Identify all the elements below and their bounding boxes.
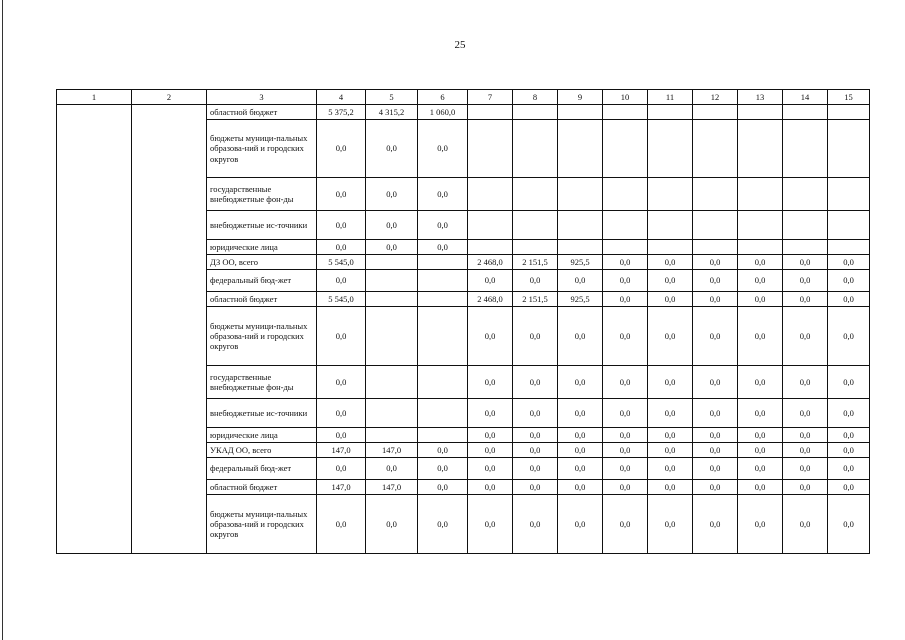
table-row bbox=[57, 105, 870, 120]
value-cell: 2 468,0 bbox=[468, 292, 513, 307]
column-number-4: 4 bbox=[317, 90, 366, 105]
value-cell bbox=[468, 105, 513, 120]
value-cell: 0,0 bbox=[648, 255, 693, 270]
value-cell: 0,0 bbox=[513, 270, 558, 292]
value-cell bbox=[468, 178, 513, 211]
value-cell: 2 151,5 bbox=[513, 292, 558, 307]
value-cell: 0,0 bbox=[783, 255, 828, 270]
value-cell bbox=[418, 270, 468, 292]
value-cell: 0,0 bbox=[783, 443, 828, 458]
value-cell bbox=[513, 240, 558, 255]
column-number-10: 10 bbox=[603, 90, 648, 105]
value-cell: 0,0 bbox=[783, 270, 828, 292]
funding-source-cell: государственные внебюджетные фон-ды bbox=[207, 366, 317, 399]
value-cell: 0,0 bbox=[828, 366, 870, 399]
value-cell: 0,0 bbox=[693, 458, 738, 480]
value-cell bbox=[603, 105, 648, 120]
funding-source-cell: областной бюджет bbox=[207, 480, 317, 495]
value-cell bbox=[693, 178, 738, 211]
value-cell: 0,0 bbox=[738, 399, 783, 428]
value-cell: 0,0 bbox=[603, 443, 648, 458]
funding-source-cell: внебюджетные ис-точники bbox=[207, 211, 317, 240]
value-cell: 0,0 bbox=[783, 399, 828, 428]
value-cell bbox=[513, 105, 558, 120]
value-cell: 0,0 bbox=[558, 307, 603, 366]
value-cell: 0,0 bbox=[828, 270, 870, 292]
value-cell: 0,0 bbox=[648, 399, 693, 428]
value-cell bbox=[738, 105, 783, 120]
value-cell bbox=[418, 399, 468, 428]
column-number-12: 12 bbox=[693, 90, 738, 105]
value-cell bbox=[468, 120, 513, 178]
value-cell bbox=[783, 240, 828, 255]
value-cell: 0,0 bbox=[366, 458, 418, 480]
column-number-9: 9 bbox=[558, 90, 603, 105]
funding-source-cell: федеральный бюд-жет bbox=[207, 458, 317, 480]
value-cell: 0,0 bbox=[468, 495, 513, 554]
value-cell: 5 545,0 bbox=[317, 255, 366, 270]
value-cell: 0,0 bbox=[366, 178, 418, 211]
value-cell bbox=[783, 178, 828, 211]
funding-source-cell: федеральный бюд-жет bbox=[207, 270, 317, 292]
funding-source-cell: областной бюджет bbox=[207, 292, 317, 307]
value-cell: 0,0 bbox=[783, 495, 828, 554]
value-cell: 0,0 bbox=[513, 428, 558, 443]
value-cell: 0,0 bbox=[558, 399, 603, 428]
value-cell: 0,0 bbox=[418, 480, 468, 495]
value-cell: 0,0 bbox=[648, 458, 693, 480]
value-cell: 0,0 bbox=[513, 366, 558, 399]
column-number-3: 3 bbox=[207, 90, 317, 105]
value-cell bbox=[558, 120, 603, 178]
value-cell: 0,0 bbox=[783, 428, 828, 443]
value-cell bbox=[558, 211, 603, 240]
column-number-2: 2 bbox=[132, 90, 207, 105]
value-cell bbox=[648, 105, 693, 120]
value-cell: 0,0 bbox=[603, 399, 648, 428]
value-cell: 0,0 bbox=[317, 366, 366, 399]
value-cell: 0,0 bbox=[738, 255, 783, 270]
value-cell: 0,0 bbox=[828, 443, 870, 458]
column-number-11: 11 bbox=[648, 90, 693, 105]
funding-source-cell: юридические лица bbox=[207, 240, 317, 255]
value-cell: 0,0 bbox=[366, 211, 418, 240]
value-cell: 0,0 bbox=[317, 240, 366, 255]
value-cell: 0,0 bbox=[783, 307, 828, 366]
value-cell bbox=[603, 211, 648, 240]
value-cell: 0,0 bbox=[513, 443, 558, 458]
value-cell: 0,0 bbox=[317, 120, 366, 178]
value-cell bbox=[418, 366, 468, 399]
value-cell bbox=[558, 178, 603, 211]
value-cell: 0,0 bbox=[513, 480, 558, 495]
value-cell: 0,0 bbox=[738, 307, 783, 366]
value-cell bbox=[738, 120, 783, 178]
value-cell: 0,0 bbox=[603, 495, 648, 554]
value-cell bbox=[783, 211, 828, 240]
value-cell bbox=[828, 211, 870, 240]
value-cell: 0,0 bbox=[828, 428, 870, 443]
value-cell: 0,0 bbox=[468, 366, 513, 399]
value-cell bbox=[366, 428, 418, 443]
funding-source-cell: УКАД ОО, всего bbox=[207, 443, 317, 458]
value-cell: 0,0 bbox=[783, 292, 828, 307]
value-cell bbox=[603, 240, 648, 255]
value-cell bbox=[693, 120, 738, 178]
value-cell: 147,0 bbox=[366, 443, 418, 458]
value-cell: 0,0 bbox=[693, 399, 738, 428]
value-cell: 0,0 bbox=[513, 399, 558, 428]
value-cell: 0,0 bbox=[418, 120, 468, 178]
value-cell bbox=[513, 178, 558, 211]
value-cell bbox=[783, 120, 828, 178]
value-cell: 0,0 bbox=[738, 428, 783, 443]
value-cell bbox=[648, 240, 693, 255]
value-cell: 0,0 bbox=[418, 495, 468, 554]
value-cell: 2 151,5 bbox=[513, 255, 558, 270]
value-cell: 0,0 bbox=[693, 495, 738, 554]
value-cell: 0,0 bbox=[513, 495, 558, 554]
value-cell: 0,0 bbox=[603, 307, 648, 366]
value-cell: 0,0 bbox=[366, 495, 418, 554]
value-cell: 0,0 bbox=[317, 178, 366, 211]
value-cell bbox=[418, 292, 468, 307]
value-cell bbox=[603, 178, 648, 211]
value-cell: 0,0 bbox=[558, 480, 603, 495]
value-cell: 0,0 bbox=[783, 366, 828, 399]
value-cell bbox=[366, 270, 418, 292]
value-cell bbox=[738, 211, 783, 240]
value-cell: 0,0 bbox=[693, 292, 738, 307]
column-1-empty-cell bbox=[57, 105, 132, 554]
value-cell bbox=[366, 307, 418, 366]
budget-table bbox=[56, 89, 870, 554]
value-cell: 0,0 bbox=[693, 255, 738, 270]
funding-source-cell: юридические лица bbox=[207, 428, 317, 443]
column-number-15: 15 bbox=[828, 90, 870, 105]
value-cell bbox=[738, 240, 783, 255]
value-cell: 0,0 bbox=[418, 211, 468, 240]
value-cell: 0,0 bbox=[828, 480, 870, 495]
value-cell bbox=[513, 211, 558, 240]
value-cell: 0,0 bbox=[603, 366, 648, 399]
column-number-7: 7 bbox=[468, 90, 513, 105]
value-cell: 0,0 bbox=[738, 366, 783, 399]
value-cell bbox=[468, 211, 513, 240]
value-cell: 0,0 bbox=[648, 480, 693, 495]
value-cell: 147,0 bbox=[317, 443, 366, 458]
column-number-13: 13 bbox=[738, 90, 783, 105]
funding-source-cell: внебюджетные ис-точники bbox=[207, 399, 317, 428]
value-cell: 0,0 bbox=[693, 307, 738, 366]
value-cell: 0,0 bbox=[693, 366, 738, 399]
value-cell: 0,0 bbox=[317, 495, 366, 554]
value-cell: 925,5 bbox=[558, 292, 603, 307]
table-body bbox=[57, 105, 870, 554]
value-cell bbox=[648, 120, 693, 178]
value-cell: 0,0 bbox=[738, 443, 783, 458]
column-number-6: 6 bbox=[418, 90, 468, 105]
column-number-5: 5 bbox=[366, 90, 418, 105]
value-cell bbox=[558, 240, 603, 255]
value-cell: 0,0 bbox=[603, 480, 648, 495]
value-cell: 0,0 bbox=[468, 399, 513, 428]
value-cell: 0,0 bbox=[468, 428, 513, 443]
value-cell: 0,0 bbox=[603, 292, 648, 307]
value-cell: 0,0 bbox=[828, 495, 870, 554]
value-cell: 0,0 bbox=[738, 480, 783, 495]
value-cell: 0,0 bbox=[558, 458, 603, 480]
value-cell: 5 545,0 bbox=[317, 292, 366, 307]
column-number-row bbox=[57, 90, 870, 105]
value-cell bbox=[648, 211, 693, 240]
value-cell bbox=[366, 366, 418, 399]
value-cell: 147,0 bbox=[366, 480, 418, 495]
value-cell bbox=[693, 240, 738, 255]
value-cell bbox=[558, 105, 603, 120]
value-cell bbox=[366, 255, 418, 270]
funding-source-cell: ДЗ ОО, всего bbox=[207, 255, 317, 270]
value-cell: 0,0 bbox=[558, 428, 603, 443]
value-cell bbox=[828, 120, 870, 178]
value-cell: 0,0 bbox=[558, 366, 603, 399]
value-cell: 0,0 bbox=[558, 495, 603, 554]
page-left-edge-line bbox=[2, 0, 3, 640]
value-cell: 0,0 bbox=[366, 240, 418, 255]
value-cell bbox=[418, 307, 468, 366]
value-cell: 0,0 bbox=[783, 480, 828, 495]
value-cell bbox=[418, 255, 468, 270]
value-cell bbox=[828, 240, 870, 255]
value-cell: 0,0 bbox=[828, 458, 870, 480]
value-cell: 0,0 bbox=[828, 307, 870, 366]
value-cell: 0,0 bbox=[828, 399, 870, 428]
value-cell bbox=[366, 292, 418, 307]
value-cell bbox=[648, 178, 693, 211]
value-cell: 0,0 bbox=[468, 307, 513, 366]
funding-source-cell: областной бюджет bbox=[207, 105, 317, 120]
value-cell: 925,5 bbox=[558, 255, 603, 270]
value-cell: 0,0 bbox=[828, 292, 870, 307]
value-cell: 147,0 bbox=[317, 480, 366, 495]
value-cell: 0,0 bbox=[513, 307, 558, 366]
value-cell bbox=[738, 178, 783, 211]
value-cell: 0,0 bbox=[603, 458, 648, 480]
column-number-8: 8 bbox=[513, 90, 558, 105]
value-cell: 0,0 bbox=[693, 443, 738, 458]
value-cell bbox=[366, 399, 418, 428]
funding-source-cell: бюджеты муници-пальных образова-ний и городских округов bbox=[207, 495, 317, 554]
value-cell: 0,0 bbox=[828, 255, 870, 270]
value-cell: 0,0 bbox=[738, 495, 783, 554]
value-cell: 0,0 bbox=[783, 458, 828, 480]
column-number-14: 14 bbox=[783, 90, 828, 105]
value-cell: 0,0 bbox=[317, 399, 366, 428]
value-cell: 0,0 bbox=[738, 270, 783, 292]
value-cell: 0,0 bbox=[648, 366, 693, 399]
value-cell bbox=[828, 178, 870, 211]
value-cell bbox=[828, 105, 870, 120]
value-cell bbox=[783, 105, 828, 120]
value-cell: 4 315,2 bbox=[366, 105, 418, 120]
value-cell: 0,0 bbox=[738, 458, 783, 480]
value-cell bbox=[468, 240, 513, 255]
value-cell: 0,0 bbox=[648, 495, 693, 554]
value-cell: 0,0 bbox=[317, 211, 366, 240]
value-cell: 0,0 bbox=[603, 255, 648, 270]
value-cell: 0,0 bbox=[317, 458, 366, 480]
value-cell: 1 060,0 bbox=[418, 105, 468, 120]
value-cell: 0,0 bbox=[418, 178, 468, 211]
value-cell: 0,0 bbox=[468, 270, 513, 292]
value-cell: 0,0 bbox=[648, 292, 693, 307]
column-2-empty-cell bbox=[132, 105, 207, 554]
value-cell: 0,0 bbox=[603, 428, 648, 443]
value-cell: 0,0 bbox=[693, 480, 738, 495]
value-cell: 0,0 bbox=[317, 270, 366, 292]
value-cell: 0,0 bbox=[738, 292, 783, 307]
value-cell: 0,0 bbox=[468, 458, 513, 480]
page-number: 25 bbox=[454, 39, 466, 51]
value-cell: 0,0 bbox=[693, 428, 738, 443]
value-cell bbox=[603, 120, 648, 178]
value-cell: 0,0 bbox=[558, 443, 603, 458]
value-cell: 0,0 bbox=[693, 270, 738, 292]
value-cell bbox=[418, 428, 468, 443]
value-cell: 0,0 bbox=[366, 120, 418, 178]
value-cell: 0,0 bbox=[418, 443, 468, 458]
value-cell: 0,0 bbox=[558, 270, 603, 292]
value-cell: 0,0 bbox=[648, 443, 693, 458]
value-cell: 0,0 bbox=[513, 458, 558, 480]
funding-source-cell: бюджеты муници-пальных образова-ний и городских округов bbox=[207, 307, 317, 366]
value-cell: 0,0 bbox=[648, 270, 693, 292]
value-cell bbox=[693, 211, 738, 240]
value-cell: 0,0 bbox=[468, 480, 513, 495]
value-cell: 0,0 bbox=[317, 428, 366, 443]
value-cell: 5 375,2 bbox=[317, 105, 366, 120]
column-number-1: 1 bbox=[57, 90, 132, 105]
funding-source-cell: бюджеты муници-пальных образова-ний и городских округов bbox=[207, 120, 317, 178]
value-cell: 0,0 bbox=[648, 428, 693, 443]
value-cell: 2 468,0 bbox=[468, 255, 513, 270]
value-cell: 0,0 bbox=[648, 307, 693, 366]
value-cell: 0,0 bbox=[468, 443, 513, 458]
funding-source-cell: государственные внебюджетные фон-ды bbox=[207, 178, 317, 211]
value-cell: 0,0 bbox=[317, 307, 366, 366]
value-cell: 0,0 bbox=[603, 270, 648, 292]
value-cell bbox=[693, 105, 738, 120]
value-cell: 0,0 bbox=[418, 240, 468, 255]
value-cell bbox=[513, 120, 558, 178]
value-cell: 0,0 bbox=[418, 458, 468, 480]
